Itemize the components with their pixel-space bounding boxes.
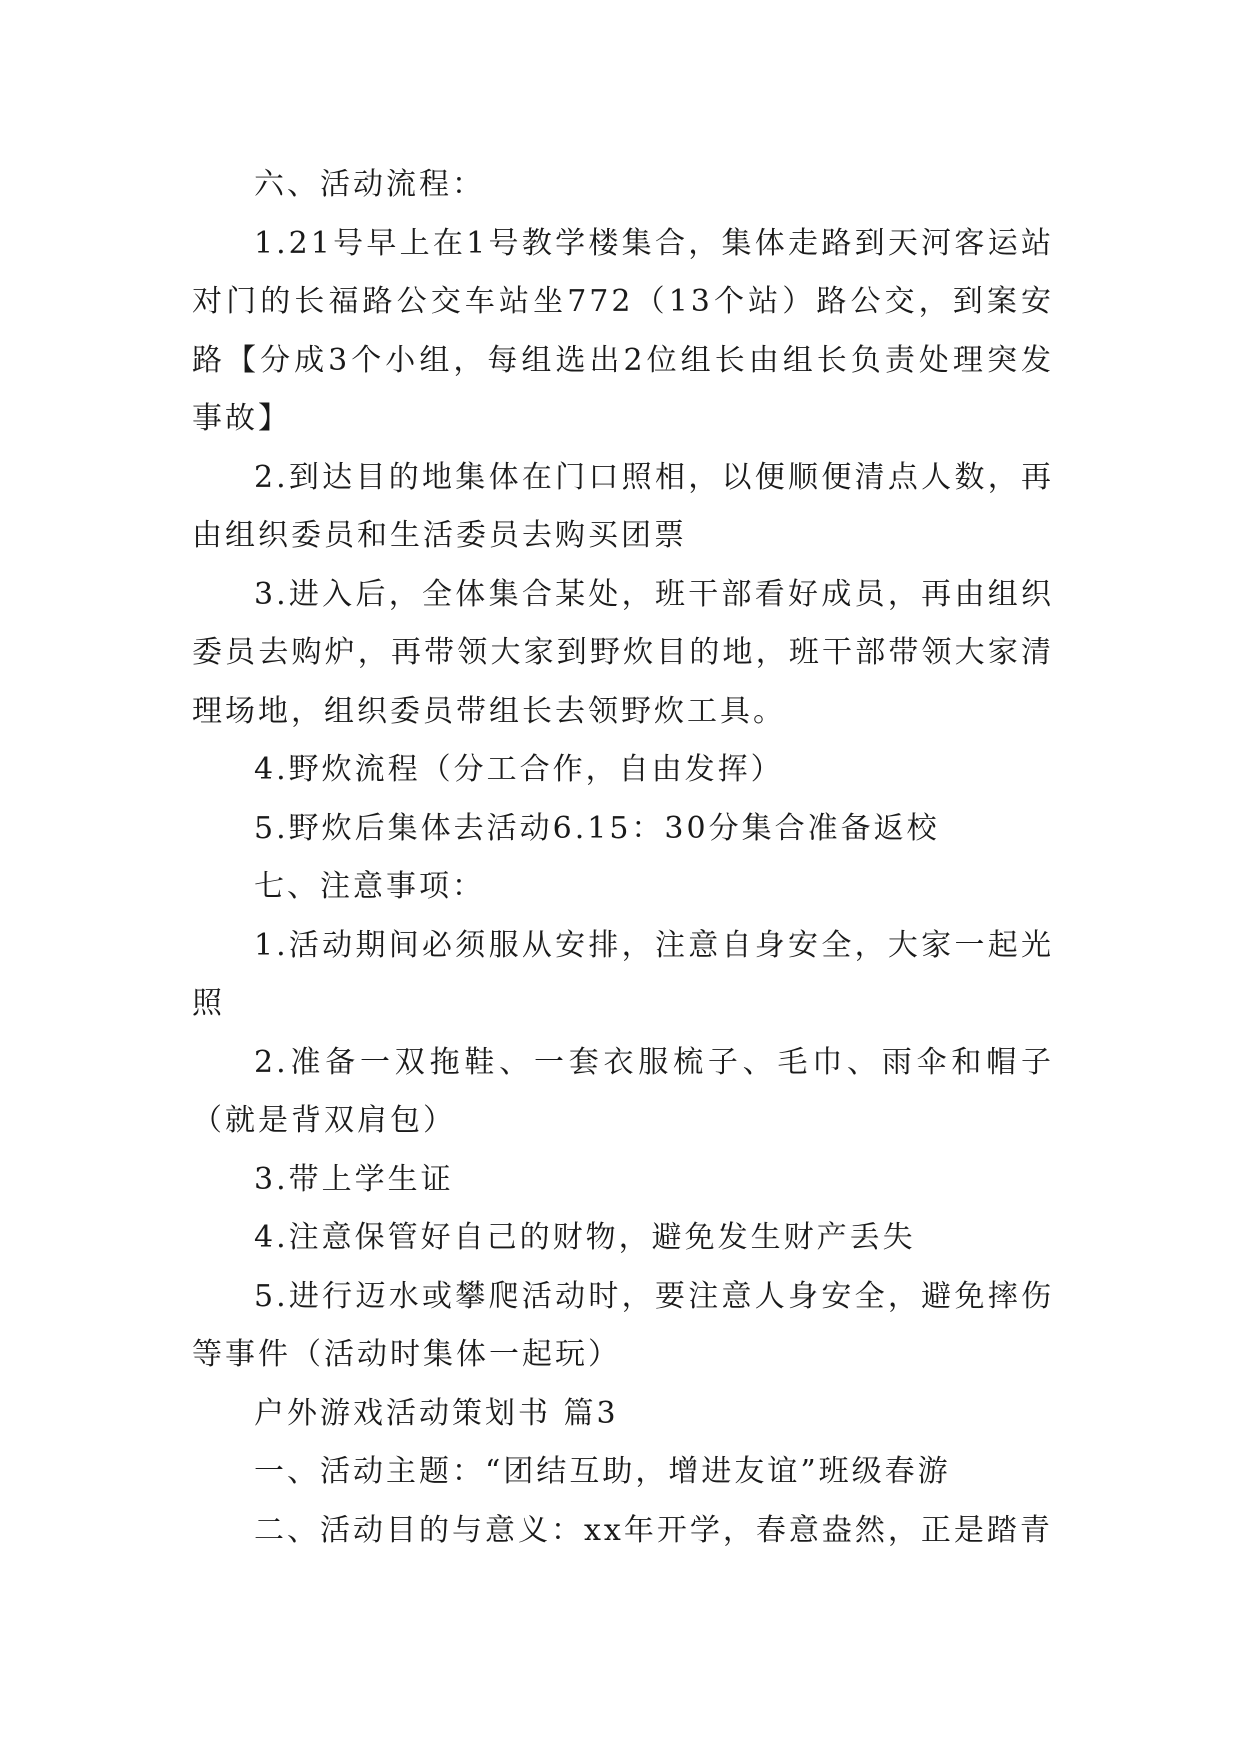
- note-item-1: 1.活动期间必须服从安排，注意自身安全，大家一起光照: [192, 927, 1054, 1021]
- note-item-4: 4.注意保管好自己的财物，避免发生财产丢失: [254, 1220, 916, 1255]
- process-step-3: 3.进入后，全体集合某处，班干部看好成员，再由组织委员去购炉，再带领大家到野炊目的地，班干部带领大家清理场地，组织委员带组长去领野炊工具。: [192, 576, 1054, 729]
- process-step-1: 1.21号早上在1号教学楼集合，集体走路到天河客运站对门的长福路公交车站坐772（13个站）路公交，到案安路【分成3个小组，每组选出2位组长由组长负责处理突发事故】: [192, 225, 1054, 436]
- process-step-4: 4.野炊流程（分工合作，自由发挥）: [254, 752, 784, 787]
- activity-theme: 一、活动主题：“团结互助，增进友谊”班级春游: [254, 1454, 951, 1489]
- note-item-3: 3.带上学生证: [254, 1161, 454, 1197]
- activity-purpose: 二、活动目的与意义：xx年开学，春意盎然，正是踏青: [254, 1512, 1053, 1548]
- plan-title-part-3: 户外游戏活动策划书 篇3: [254, 1395, 619, 1431]
- process-step-5: 5.野炊后集体去活动6.15：30分集合准备返校: [254, 810, 940, 846]
- section-heading-notes: 七、注意事项：: [254, 869, 485, 904]
- note-item-2: 2.准备一双拖鞋、一套衣服梳子、毛巾、雨伞和帽子（就是背双肩包）: [192, 1044, 1054, 1138]
- document-body: [192, 156, 1054, 1560]
- note-item-5: 5.进行迈水或攀爬活动时，要注意人身安全，避免摔伤等事件（活动时集体一起玩）: [192, 1278, 1054, 1372]
- process-step-2: 2.到达目的地集体在门口照相，以便顺便清点人数，再由组织委员和生活委员去购买团票: [192, 459, 1054, 553]
- section-heading-process: 六、活动流程：: [254, 167, 485, 202]
